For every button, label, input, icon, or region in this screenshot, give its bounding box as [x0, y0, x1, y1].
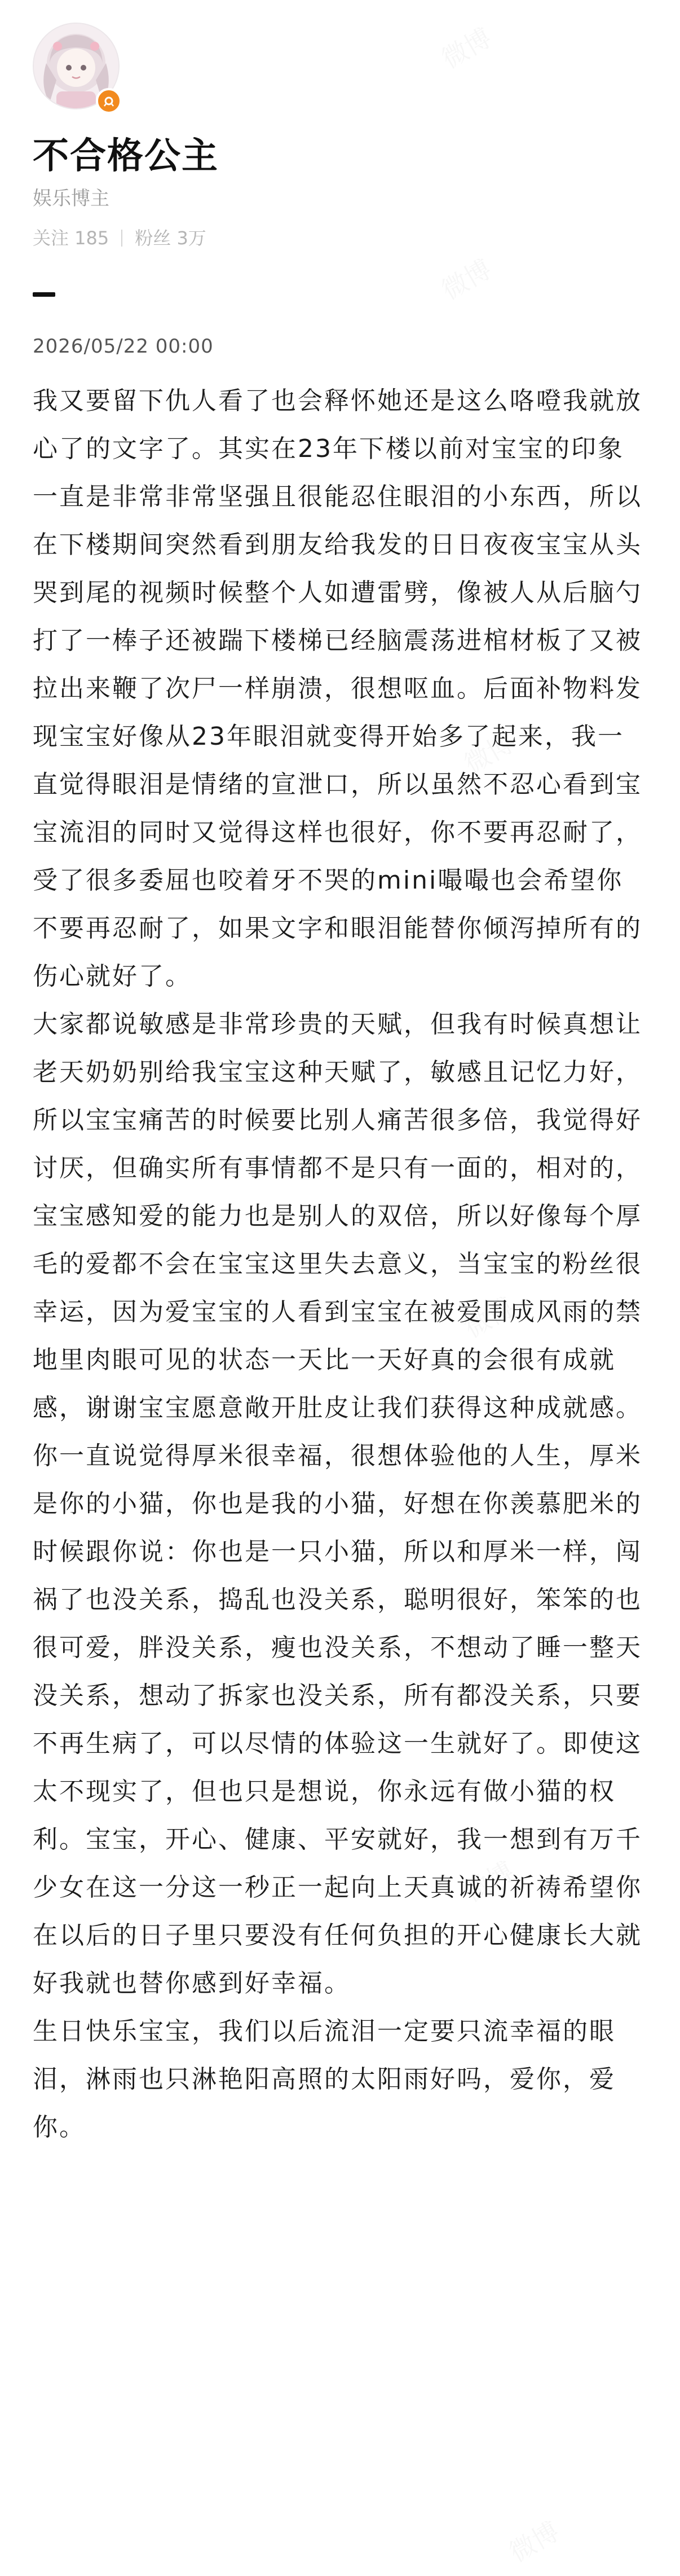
stats-separator: [121, 230, 122, 247]
verified-badge-icon: [96, 88, 122, 114]
post-body: [33, 377, 647, 2151]
post-timestamp: 2026/05/22 00:00: [33, 335, 214, 358]
follow-stats: [33, 227, 647, 249]
watermark: [434, 249, 498, 307]
post-paragraph: 你一直说觉得厚米很幸福，很想体验他的人生，厚米是你的小猫，你也是我的小猫，好想在你羡慕肥米的时候跟你说：你也是一只小猫，所以和厚米一样，闯祸了也没关系，捣乱也没关系，聪明很好，笨笨的也很可爱，胖没关系，瘦也没关系，不想动了睡一整天没关系，想动了拆家也没关系，所有都没关系，只要不再生病了，可以尽情的体验这一生就好了。即使这太不现实了，但也只是想说，你永远有做小猫的权利。宝宝，开心、健康、平安就好，我一想到有万千少女在这一分这一秒正一起向上天真诚的祈祷希望你在以后的日子里只要没有任何负担的开心健康长大就好我就也替你感到好幸福。: [33, 1441, 642, 1998]
following-count[interactable]: 关注 185: [33, 227, 109, 249]
post-paragraph: 我又要留下仇人看了也会释怀她还是这么咯噔我就放心了的文字了。其实在23年下楼以前对宝宝的印象一直是非常非常坚强且很能忍住眼泪的小东西，所以在下楼期间突然看到朋友给我发的日日夜夜宝宝从头哭到尾的视频时候整个人如遭雷劈，像被人从后脑勺打了一棒子还被踹下楼梯已经脑震荡进棺材板了又被拉出来鞭了次尸一样崩溃，很想呕血。后面补物料发现宝宝好像从23年眼泪就变得开始多了起来，我一直觉得眼泪是情绪的宣泄口，所以虽然不忍心看到宝宝流泪的同时又觉得这样也很好，你不要再忍耐了，受了很多委屈也咬着牙不哭的mini嘬嘬也会希望你不要再忍耐了，如果文字和眼泪能替你倾泻掉所有的伤心就好了。: [33, 386, 642, 991]
avatar-container[interactable]: [33, 23, 123, 113]
followers-count[interactable]: 粉丝 3万: [135, 227, 206, 249]
section-divider: [33, 292, 55, 297]
profile-header: [33, 23, 647, 249]
post-paragraph: 生日快乐宝宝，我们以后流泪一定要只流幸福的眼泪，淋雨也只淋艳阳高照的太阳雨好吗，爱你，爱你。: [33, 2017, 616, 2142]
username[interactable]: 不合格公主: [33, 135, 219, 177]
post-paragraph: 大家都说敏感是非常珍贵的天赋，但我有时候真想让老天奶奶别给我宝宝这种天赋了，敏感且记忆力好，所以宝宝痛苦的时候要比别人痛苦很多倍，我觉得好讨厌，但确实所有事情都不是只有一面的，相对的，宝宝感知爱的能力也是别人的双倍，所以好像每个厚毛的爱都不会在宝宝这里失去意义，当宝宝的粉丝很幸运，因为爱宝宝的人看到宝宝在被爱围成风雨的禁地里肉眼可见的状态一天比一天好真的会很有成就感，谢谢宝宝愿意敞开肚皮让我们获得这种成就感。: [33, 1010, 642, 1422]
user-role-label: 娱乐博主: [33, 187, 109, 210]
watermark: [502, 2511, 566, 2569]
